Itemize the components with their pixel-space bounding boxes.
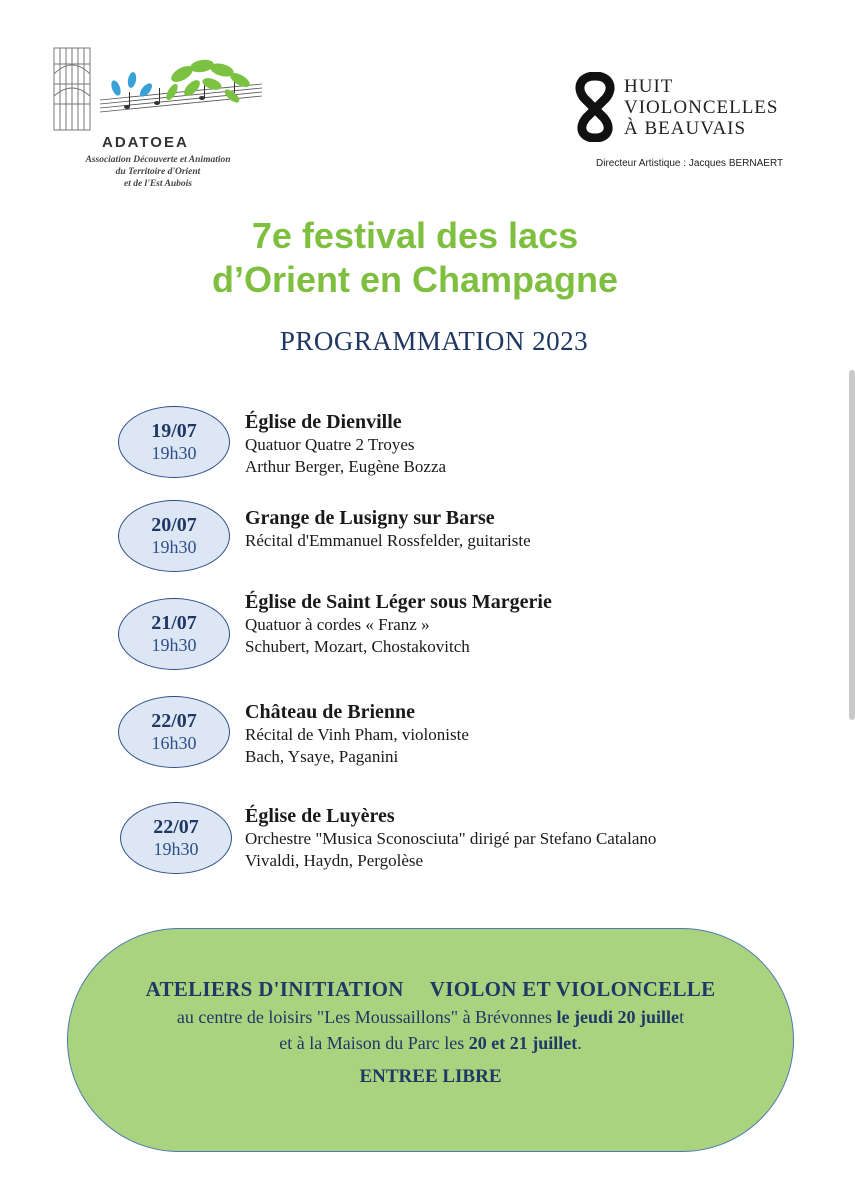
event-date: 19/07 — [151, 420, 197, 442]
event-detail: Récital d'Emmanuel Rossfelder, guitariste — [245, 531, 531, 550]
event-venue: Église de Dienville — [245, 411, 402, 433]
programme-heading: PROGRAMMATION 2023 — [279, 326, 589, 356]
workshop-heading — [68, 977, 793, 1002]
workshop-banner — [67, 928, 794, 1152]
artistic-director: Directeur Artistique : Jacques BERNAERT — [596, 158, 784, 169]
event-detail: Schubert, Mozart, Chostakovitch — [245, 637, 470, 656]
title-line: 7e festival des lacs — [251, 215, 579, 256]
event-venue: Château de Brienne — [245, 701, 415, 723]
date-badge — [120, 802, 232, 874]
festival-title — [0, 214, 830, 302]
event-detail: Quatuor à cordes « Franz » — [245, 615, 430, 634]
workshop-date: jeudi 20 juille — [574, 1007, 680, 1027]
workshop-location-line — [68, 1030, 793, 1056]
date-badge — [118, 696, 230, 768]
adatoea-name: ADATOEA — [102, 134, 189, 151]
event-venue: Église de Saint Léger sous Margerie — [245, 591, 552, 613]
adatoea-subtitle-line: Association Découverte et Animation — [85, 155, 231, 165]
workshop-heading-left: ATELIERS D'INITIATION — [145, 977, 404, 1001]
adatoea-subtitle — [52, 154, 264, 190]
title-line: d’Orient en Champagne — [211, 259, 619, 300]
event-detail: Vivaldi, Haydn, Pergolèse — [245, 851, 424, 870]
event-time: 19h30 — [151, 537, 197, 557]
workshop-heading-right: VIOLON ET VIOLONCELLE — [429, 977, 716, 1001]
adatoea-subtitle-line: du Territoire d'Orient — [115, 167, 201, 177]
huit-violoncelles-logo — [570, 72, 820, 172]
event-detail: Quatuor Quatre 2 Troyes — [245, 435, 415, 454]
workshop-text: et à la Maison du Parc les — [279, 1033, 469, 1053]
date-badge — [118, 406, 230, 478]
event-info — [245, 506, 531, 552]
workshop-date: 20 et 21 juillet — [468, 1033, 578, 1053]
date-badge — [118, 598, 230, 670]
event-detail: Orchestre "Musica Sconosciuta" dirigé par Stefano Catalano — [245, 829, 657, 848]
event-info — [245, 410, 446, 478]
huit-line: HUIT — [624, 76, 674, 97]
adatoea-emblem-icon — [52, 44, 272, 139]
event-detail: Récital de Vinh Pham, violoniste — [245, 725, 469, 744]
event-detail: Arthur Berger, Eugène Bozza — [245, 457, 447, 476]
event-time: 16h30 — [151, 733, 197, 753]
event-time: 19h30 — [151, 635, 197, 655]
huit-line: VIOLONCELLES — [624, 97, 779, 118]
eight-icon — [570, 72, 620, 142]
free-entry-label: ENTREE LIBRE — [359, 1066, 502, 1087]
date-badge — [118, 500, 230, 572]
workshop-text: . — [577, 1033, 582, 1053]
event-info — [245, 700, 469, 768]
workshop-text: au centre de loisirs "Les Moussaillons" à Brévonnes — [176, 1007, 557, 1027]
event-time: 19h30 — [151, 443, 197, 463]
event-date: 21/07 — [151, 612, 197, 634]
adatoea-logo — [52, 44, 272, 204]
event-info — [245, 590, 552, 658]
huit-text — [624, 76, 778, 139]
event-time: 19h30 — [153, 839, 199, 859]
scrollbar[interactable] — [849, 370, 855, 720]
event-date: 22/07 — [153, 816, 199, 838]
workshop-text: t — [679, 1007, 685, 1027]
event-info — [245, 804, 656, 872]
huit-line: À BEAUVAIS — [624, 118, 747, 139]
workshop-location-line — [68, 1004, 793, 1030]
workshop-text: le — [556, 1007, 575, 1027]
event-detail: Bach, Ysaye, Paganini — [245, 747, 399, 766]
adatoea-subtitle-line: et de l'Est Aubois — [123, 179, 192, 189]
event-venue: Grange de Lusigny sur Barse — [245, 507, 495, 529]
event-venue: Église de Luyères — [245, 805, 395, 827]
event-date: 22/07 — [151, 710, 197, 732]
event-date: 20/07 — [151, 514, 197, 536]
